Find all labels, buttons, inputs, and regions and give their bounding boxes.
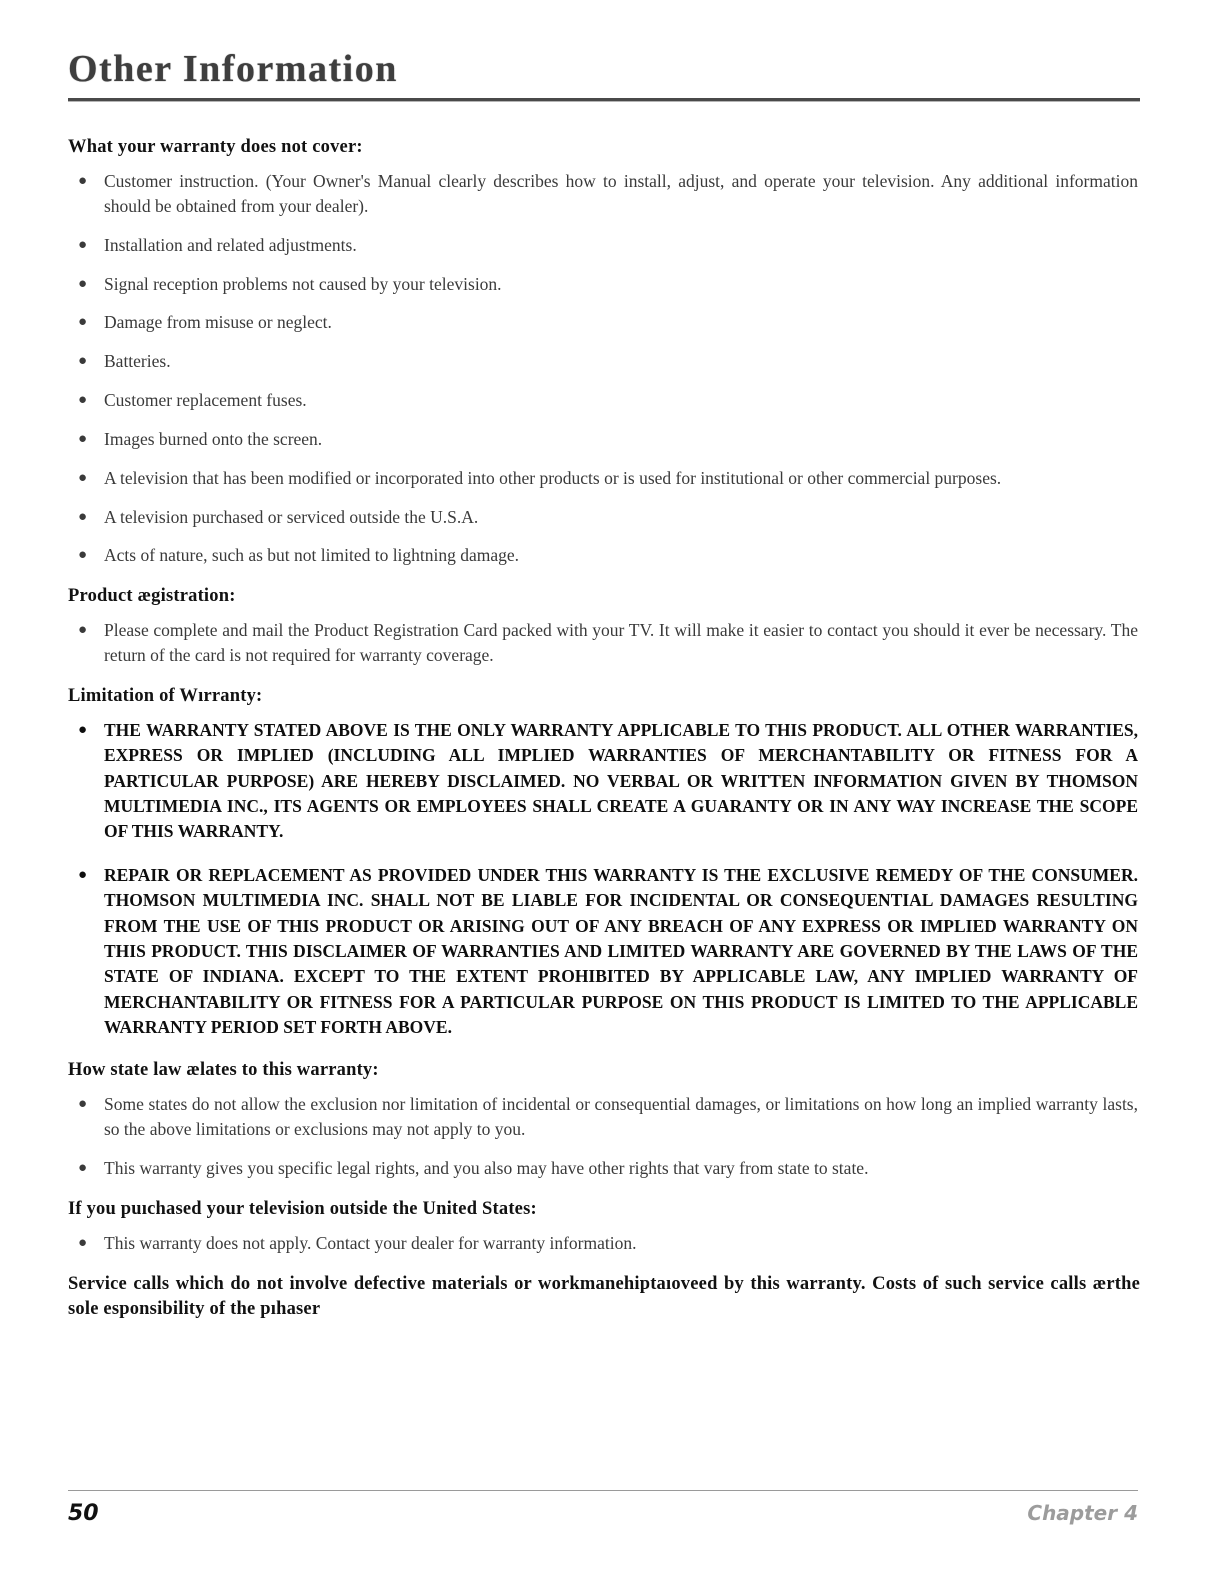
bullet-text: Customer instruction. (Your Owner's Manual clearly describes how to install, adjust, and operate your television. Any additional information should be obtained from your dealer). (104, 170, 1138, 216)
bullet-text: Customer replacement fuses. (104, 390, 307, 411)
bullet-icon: ● (78, 1234, 88, 1251)
section-heading: Product ægistration: (68, 586, 236, 607)
bullet-text: Batteries. (104, 351, 171, 372)
list-item (68, 1231, 1140, 1256)
bullet-icon: ● (78, 314, 88, 331)
list-item (68, 272, 1140, 297)
bullet-text: Signal reception problems not caused by your television. (104, 273, 502, 294)
footer-divider (68, 1490, 1138, 1491)
section (68, 1272, 1140, 1322)
bullet-text: Installation and related adjustments. (104, 234, 357, 255)
section-heading: What your warranty does not cover: (68, 137, 363, 157)
bullet-text: A television purchased or serviced outside the U.S.A. (104, 506, 479, 527)
bullet-text: REPAIR OR REPLACEMENT AS PROVIDED UNDER THIS WARRANTY IS THE EXCLUSIVE REMEDY OF THE CONSUMER. THOMSON MULTIMEDIA INC. SHALL NOT BE LIABLE FOR INCIDENTAL OR CONSEQUENTIAL DAMAGES RESULTING FROM THE USE OF THIS PRODUCT OR ARISING OUT OF ANY BREACH OF ANY EXPRESS OR IMPLIED WARRANTY ON THIS PRODUCT. THIS DISCLAIMER OF WARRANTIES AND LIMITED WARRANTY ARE GOVERNED BY THE LAWS OF THE STATE OF INDIANA. EXCEPT TO THE EXTENT PROHIBITED BY APPLICABLE LAW, ANY IMPLIED WARRANTY OF MERCHANTABILITY OR FITNESS FOR A PARTICULAR PURPOSE ON THIS PRODUCT IS LIMITED TO THE APPLICABLE WARRANTY PERIOD SET FORTH ABOVE. (104, 864, 1138, 1037)
bullet-list (68, 618, 1140, 668)
section (68, 1197, 1140, 1256)
bullet-icon: ● (78, 1160, 88, 1177)
bullet-text: Please complete and mail the Product Registration Card packed with your TV. It will make it easier to contact you should it ever be necessary. The return of the card is not required for warranty coverage. (104, 620, 1138, 666)
list-item (68, 543, 1140, 568)
bullet-list (68, 169, 1140, 568)
list-item (68, 1092, 1140, 1142)
bullet-icon: ● (78, 353, 88, 370)
bullet-text: Damage from misuse or neglect. (104, 312, 332, 333)
section (68, 684, 1140, 1040)
bullet-text: Images burned onto the screen. (104, 428, 323, 449)
list-item (68, 618, 1140, 668)
list-item (68, 505, 1140, 530)
bullet-list (68, 1092, 1140, 1181)
bullet-text: Some states do not allow the exclusion nor limitation of incidental or consequential damages, or limitations on how long an implied warranty lasts, so the above limitations or exclusions may not apply to you. (104, 1094, 1138, 1140)
bullet-icon: ● (78, 721, 88, 738)
chapter-label: Chapter 4 (1027, 1501, 1138, 1525)
bullet-text: THE WARRANTY STATED ABOVE IS THE ONLY WARRANTY APPLICABLE TO THIS PRODUCT. ALL OTHER WARRANTIES, EXPRESS OR IMPLIED (INCLUDING ALL IMPLIED WARRANTIES OF MERCHANTABILITY OR FITNESS FOR A PARTICULAR PURPOSE) ARE HEREBY DISCLAIMED. NO VERBAL OR WRITTEN INFORMATION GIVEN BY THOMSON MULTIMEDIA INC., ITS AGENTS OR EMPLOYEES SHALL CREATE A GUARANTY OR IN ANY WAY INCREASE THE SCOPE OF THIS WARRANTY. (104, 719, 1138, 842)
page-number: 50 (68, 1501, 99, 1526)
bullet-text: Acts of nature, such as but not limited to lightning damage. (104, 545, 520, 566)
list-item (68, 863, 1140, 1041)
bullet-icon: ● (78, 236, 88, 253)
list-item (68, 427, 1140, 452)
list-item (68, 466, 1140, 491)
bullet-icon: ● (78, 275, 88, 292)
list-item (68, 388, 1140, 413)
bullet-list (68, 1231, 1140, 1256)
bullet-icon: ● (78, 622, 88, 639)
footer-row (68, 1501, 1138, 1526)
section-heading: How state law ælates to this warranty: (68, 1060, 379, 1081)
bullet-icon: ● (78, 430, 88, 447)
section-heading: If you puıchased your television outside the United States: (68, 1198, 537, 1219)
page-title: Other Information (68, 48, 398, 90)
section-heading: Limitation of Wırranty: (68, 685, 263, 706)
bullet-icon: ● (78, 1096, 88, 1113)
bullet-icon: ● (78, 469, 88, 486)
list-item (68, 233, 1140, 258)
list-item (68, 349, 1140, 374)
page-footer (68, 1490, 1138, 1526)
bullet-icon: ● (78, 866, 88, 883)
list-item (68, 718, 1140, 845)
list-item (68, 1156, 1140, 1181)
section (68, 1058, 1140, 1181)
bullet-icon: ● (78, 547, 88, 564)
list-item (68, 310, 1140, 335)
list-item (68, 169, 1140, 219)
bullet-text: This warranty does not apply. Contact your dealer for warranty information. (104, 1232, 637, 1253)
section-heading: Service calls which do not involve defective materials or workmanеhiptaıoveеd by this warranty. Costs of such service calls ærthe sole еsponsibility of the pıhaser (68, 1273, 1140, 1319)
section (68, 135, 1140, 568)
bullet-icon: ● (78, 508, 88, 525)
title-divider (68, 98, 1140, 101)
bullet-text: This warranty gives you specific legal rights, and you also may have other rights that vary from state to state. (104, 1158, 869, 1179)
bullet-list (68, 718, 1140, 1041)
bullet-icon: ● (78, 392, 88, 409)
sections (68, 135, 1140, 1322)
section (68, 584, 1140, 668)
bullet-icon: ● (78, 172, 88, 189)
bullet-text: A television that has been modified or incorporated into other products or is used for institutional or other commercial purposes. (104, 467, 1002, 488)
